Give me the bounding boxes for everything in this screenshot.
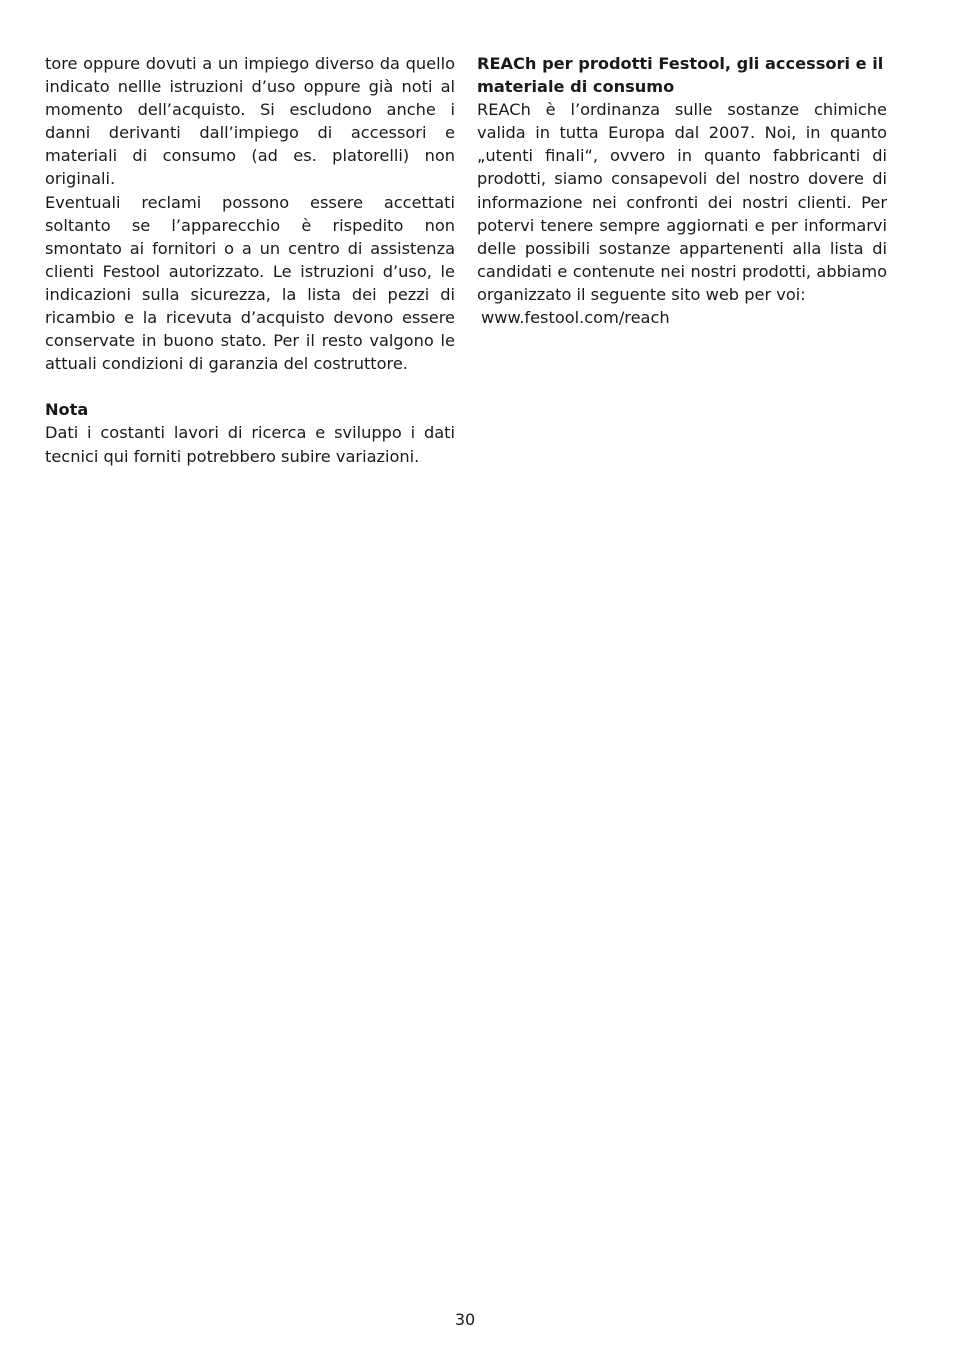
reach-text: REACh è l’ordinanza sulle sostanze chimiche valida in tutta Europa dal 2007. Noi, in quanto „utenti finali“, ovvero in quanto fabbricanti di prodotti, siamo consapevoli del nostro dovere di informazione nei confronti dei nostri clienti. Per potervi tenere sempre aggiornati e per informarvi delle possibili sostanze appartenenti alla lista di candidati e contenute nei nostri prodotti, abbiamo organizzato il seguente sito web per voi: [477,100,887,304]
reach-link[interactable]: www.festool.com/reach [481,308,670,328]
warranty-text-continued: tore oppure dovuti a un impiego diverso da quello indicato nellle istruzioni d’uso oppure già noti al momento dell’acquisto. Si escludono anche i danni derivanti dall’impiego di accessori e materiali di consumo (ad es. platorelli) non originali. [45,54,455,189]
nota-text: Dati i costanti lavori di ricerca e sviluppo i dati tecnici qui forniti potrebbero subire variazioni. [45,423,455,466]
reach-heading: REACh per prodotti Festool, gli accessori e il materiale di consumo [477,54,884,97]
section-spacer [45,375,455,398]
page-number: 30 [454,1310,476,1329]
warranty-claims-text: Eventuali reclami possono essere accettati soltanto se l’apparecchio è rispedito non smontato ai fornitori o a un centro di assistenza clienti Festool autorizzato. Le istruzioni d’uso, le indicazioni sulla sicurezza, la lista dei pezzi di ricambio e la ricevuta d’acquisto devono essere conservate in buono stato. Per il resto valgono le attuali condizioni di garanzia del costruttore. [45,192,455,374]
left-column [45,52,455,468]
nota-heading: Nota [45,400,89,420]
right-column [477,52,887,329]
